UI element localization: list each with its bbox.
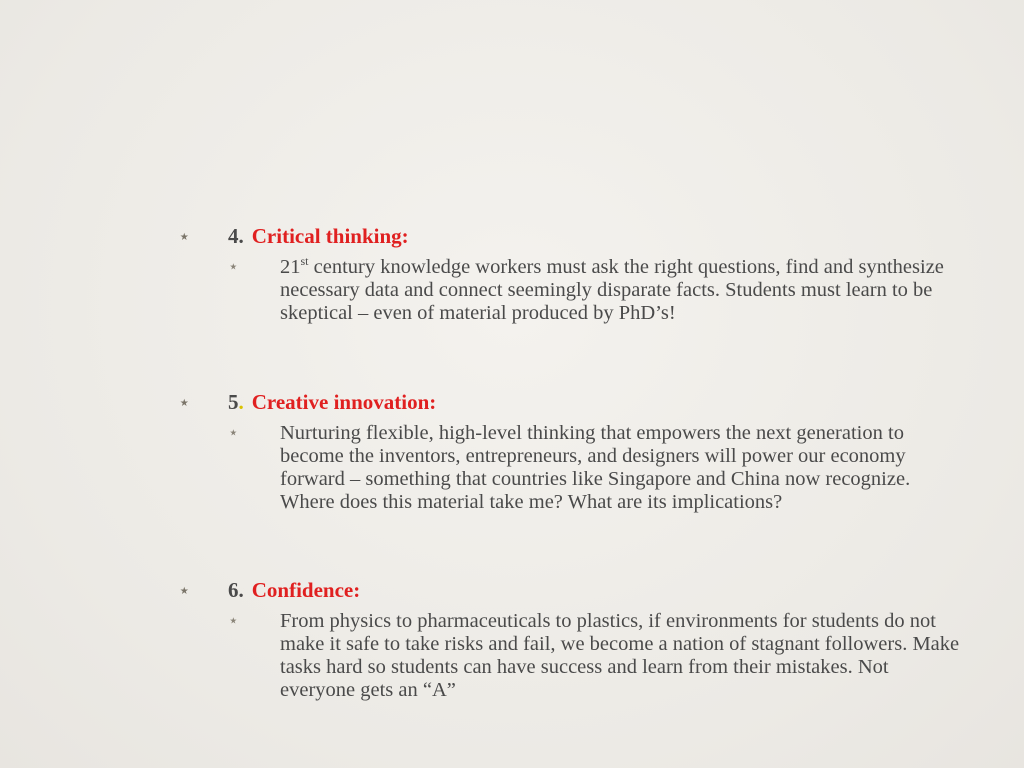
item-header	[178, 390, 968, 414]
sub-item-text: From physics to pharmaceuticals to plastics, if environments for students do not make it safe to take risks and fail, we become a nation of stagnant followers. Make tasks hard so students can have success and learn from their mistakes. Not everyone gets an “A”	[280, 610, 960, 701]
star-icon: ⋆	[178, 578, 191, 602]
sub-item	[228, 422, 968, 514]
star-icon: ⋆	[228, 423, 239, 443]
sub-item-text	[280, 256, 960, 325]
item-heading: Creative innovation:	[251, 390, 437, 414]
list-item-critical-thinking	[178, 224, 968, 325]
star-icon: ⋆	[228, 611, 239, 631]
star-icon: ⋆	[178, 224, 191, 248]
text-body: century knowledge workers must ask the right questions, find and synthesize necessary data and connect seemingly disparate facts. Students must learn to be skeptical – even of material produced by PhD’s!	[280, 256, 944, 324]
sub-item	[228, 256, 968, 325]
list-item-confidence	[178, 578, 968, 702]
sub-item	[228, 610, 968, 702]
text-prefix: 21	[280, 256, 301, 278]
item-header	[178, 578, 968, 602]
list-item-creative-innovation	[178, 390, 968, 514]
item-header	[178, 224, 968, 248]
sub-item-text: Nurturing flexible, high-level thinking that empowers the next generation to become the inventors, entrepreneurs, and designers will power our economy forward – something that countries like Singapore and China now recognize. Where does this material take me? What are its implications?	[280, 422, 911, 513]
item-heading: Critical thinking:	[251, 224, 409, 248]
star-icon: ⋆	[228, 257, 239, 277]
item-heading: Confidence:	[251, 578, 361, 602]
item-number	[228, 390, 244, 414]
star-icon: ⋆	[178, 390, 191, 414]
text-superscript: st	[300, 254, 309, 269]
item-number-dot: .	[238, 390, 244, 414]
item-number-digit: 5	[228, 390, 239, 414]
item-number: 6.	[228, 578, 244, 602]
item-number: 4.	[228, 224, 244, 248]
